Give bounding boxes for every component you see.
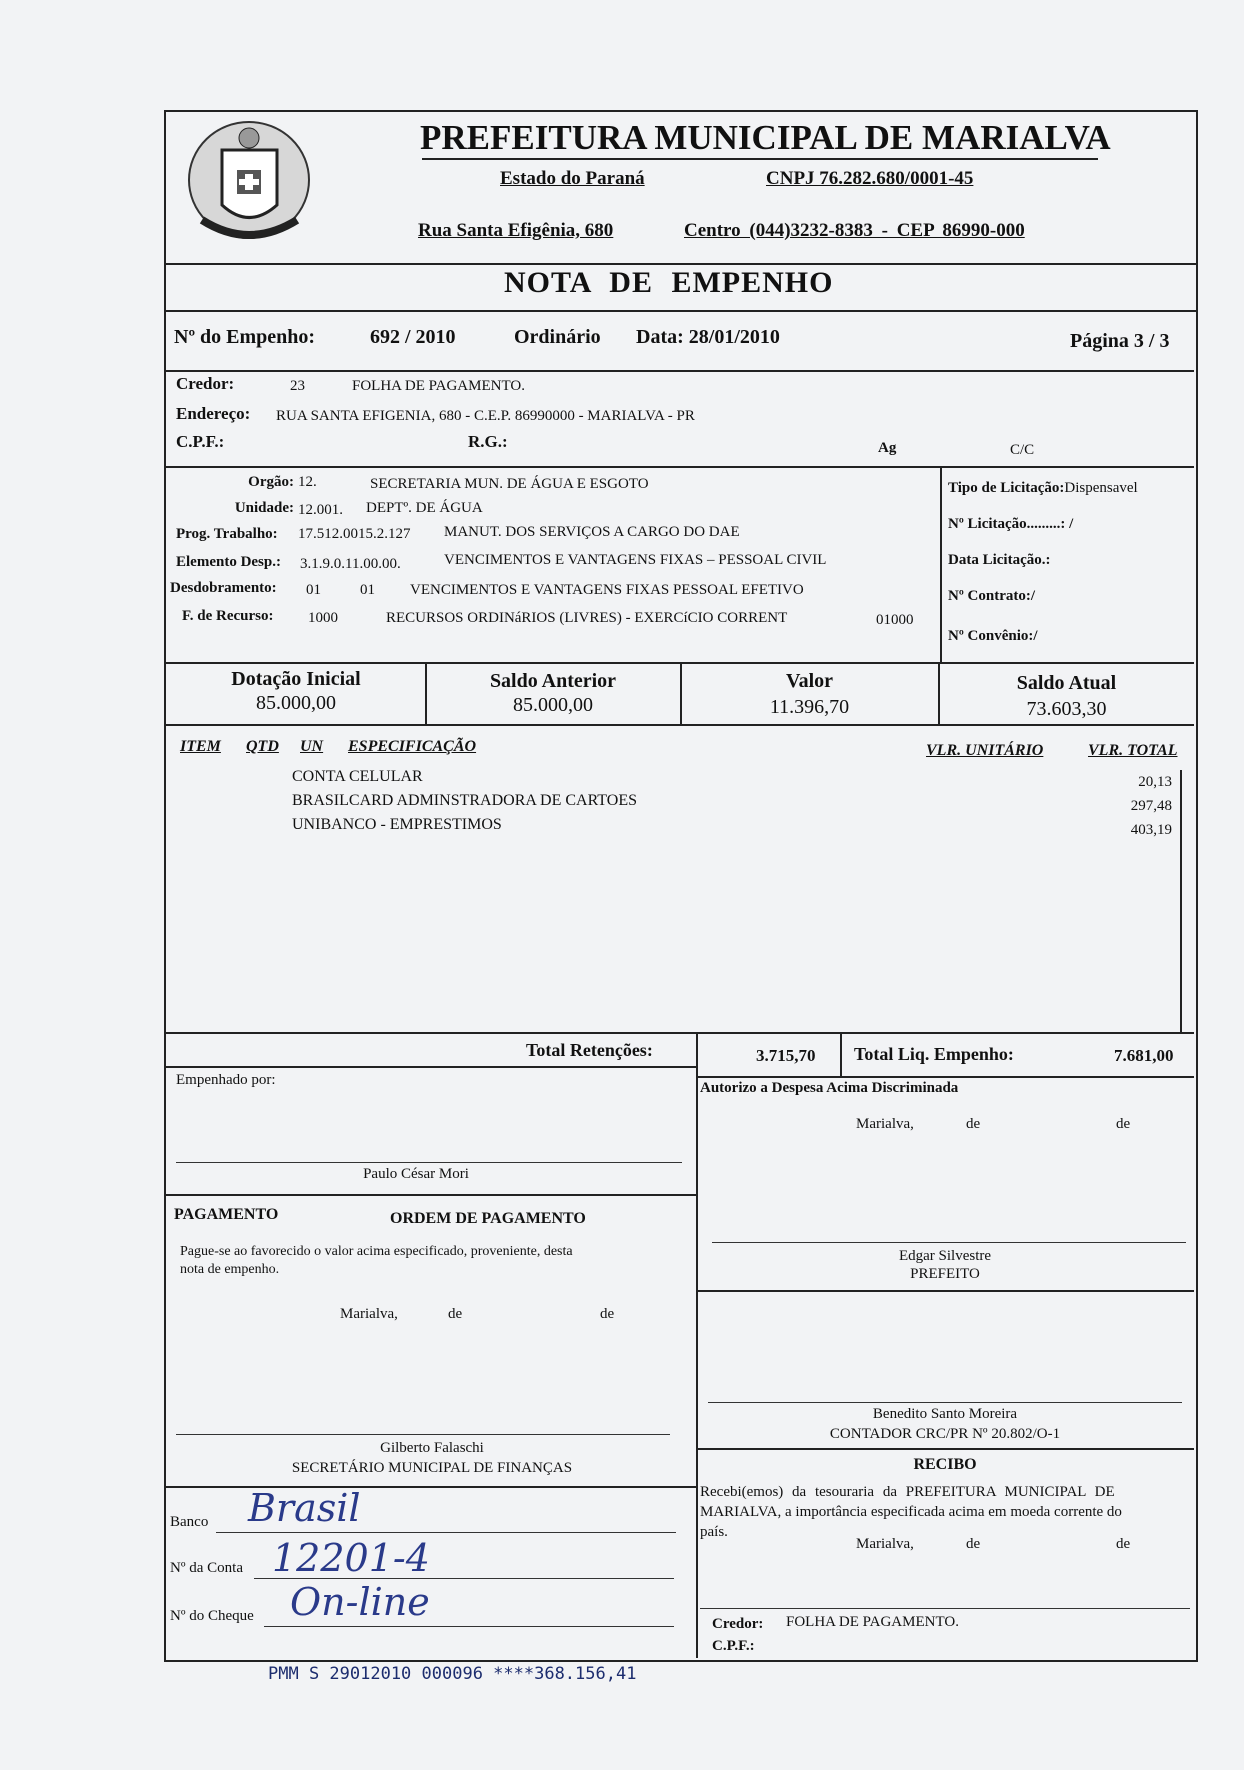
saldo-atual-label: Saldo Atual <box>1016 672 1117 694</box>
saldo-anterior-label: Saldo Anterior <box>489 670 617 692</box>
page-number: Página 3 / 3 <box>1070 330 1170 352</box>
valor-value: 11.396,70 <box>769 696 850 718</box>
recibo-marialva: Marialva, <box>856 1536 914 1552</box>
cnpj: CNPJ 76.282.680/0001-45 <box>766 168 974 189</box>
cheque-handwritten: On-line <box>290 1580 430 1624</box>
unidade-label: Unidade: <box>234 500 294 516</box>
state: Estado do Paraná <box>500 168 645 189</box>
recurso-sub: 01000 <box>876 612 914 628</box>
total-liq-label: Total Liq. Empenho: <box>854 1044 1014 1064</box>
col-item: ITEM <box>180 738 221 755</box>
desdob-label: Desdobramento: <box>170 580 277 596</box>
autorizo-marialva: Marialva, <box>856 1116 914 1132</box>
empenhado-name: Paulo César Mori <box>363 1166 469 1182</box>
recurso-label: F. de Recurso: <box>182 608 274 624</box>
contador-name: Benedito Santo Moreira <box>872 1406 1018 1422</box>
orgao-code: 12. <box>298 474 317 490</box>
ag-label: Ag <box>878 440 897 456</box>
autorizo-de-2: de <box>1116 1116 1131 1132</box>
banco-handwritten: Brasil <box>248 1486 361 1530</box>
footer-stamp: PMM S 29012010 000096 ****368.156,41 <box>268 1664 637 1684</box>
table-row-total: 403,19 <box>1130 822 1172 838</box>
prefeito-name: Edgar Silvestre <box>898 1248 992 1264</box>
unidade-name: DEPTº. DE ÁGUA <box>366 500 483 516</box>
orgao-label: Orgão: <box>248 474 294 490</box>
col-qtd: QTD <box>246 738 279 755</box>
total-retencoes-value: 3.715,70 <box>756 1046 816 1065</box>
dotacao-value: 85.000,00 <box>256 692 336 714</box>
prog-name: MANUT. DOS SERVIÇOS A CARGO DO DAE <box>444 524 740 540</box>
recibo-text-1: Recebi(emos) da tesouraria da PREFEITURA MUNICIPAL DE <box>700 1484 1115 1500</box>
saldo-anterior-value: 85.000,00 <box>513 694 593 716</box>
banco-label: Banco <box>170 1514 209 1530</box>
contador-title: CONTADOR CRC/PR Nº 20.802/O-1 <box>829 1426 1061 1442</box>
autorizo-label: Autorizo a Despesa Acima Discriminada <box>700 1080 959 1096</box>
autorizo-de-1: de <box>966 1116 981 1132</box>
recibo-text-3: país. <box>700 1524 728 1540</box>
address-rest: Centro (044)3232-8383 - CEP 86990-000 <box>684 220 1025 241</box>
recibo-cpf-label: C.P.F.: <box>712 1638 755 1654</box>
credor-code: 23 <box>290 378 305 394</box>
licitacao-num-label: Nº Licitação.........: / <box>948 516 1074 532</box>
desdob-code1: 01 <box>306 582 321 598</box>
recibo-de-2: de <box>1116 1536 1131 1552</box>
orgao-name: SECRETARIA MUN. DE ÁGUA E ESGOTO <box>370 476 649 492</box>
pagamento-marialva: Marialva, <box>340 1306 398 1322</box>
table-row-total: 20,13 <box>1138 774 1172 790</box>
elemento-code: 3.1.9.0.11.00.00. <box>300 556 401 572</box>
cheque-label: Nº do Cheque <box>170 1608 254 1624</box>
empenho-date: Data: 28/01/2010 <box>636 326 780 348</box>
pagamento-label: PAGAMENTO <box>174 1206 279 1223</box>
desdob-name: VENCIMENTOS E VANTAGENS FIXAS PESSOAL EFETIVO <box>410 582 804 598</box>
table-row: BRASILCARD ADMINSTRADORA DE CARTOES <box>292 792 638 809</box>
convenio-label: Nº Convênio:/ <box>948 628 1038 644</box>
desdob-code2: 01 <box>360 582 375 598</box>
contrato-label: Nº Contrato:/ <box>948 588 1036 604</box>
secretario-title: SECRETÁRIO MUNICIPAL DE FINANÇAS <box>291 1460 573 1476</box>
conta-label: Nº da Conta <box>170 1560 243 1576</box>
recibo-de-1: de <box>966 1536 981 1552</box>
licitacao-tipo-label: Tipo de Licitação:Dispensavel <box>948 480 1138 496</box>
endereco: RUA SANTA EFIGENIA, 680 - C.E.P. 86990000 - MARIALVA - PR <box>276 408 695 424</box>
prefeito-title: PREFEITO <box>910 1266 980 1282</box>
elemento-name: VENCIMENTOS E VANTAGENS FIXAS – PESSOAL CIVIL <box>444 552 827 568</box>
valor-label: Valor <box>785 670 834 692</box>
col-vlr-unit: VLR. UNITÁRIO <box>926 742 1044 759</box>
col-espec: ESPECIFICAÇÃO <box>348 738 477 755</box>
empenho-type: Ordinário <box>514 326 601 348</box>
recurso-code: 1000 <box>308 610 338 626</box>
cpf-label: C.P.F.: <box>176 432 225 451</box>
recibo-credor-value: FOLHA DE PAGAMENTO. <box>786 1614 959 1630</box>
col-un: UN <box>300 738 324 755</box>
ordem-pagamento-label: ORDEM DE PAGAMENTO <box>390 1210 586 1227</box>
prog-code: 17.512.0015.2.127 <box>298 526 411 542</box>
street: Rua Santa Efigênia, 680 <box>418 220 614 241</box>
org-title: PREFEITURA MUNICIPAL DE MARIALVA <box>420 118 1111 157</box>
table-row: UNIBANCO - EMPRESTIMOS <box>292 816 502 833</box>
endereco-label: Endereço: <box>176 404 251 423</box>
empenho-number-label: Nº do Empenho: <box>174 326 316 348</box>
cc-label: C/C <box>1010 442 1035 458</box>
table-row-total: 297,48 <box>1130 798 1172 814</box>
doc-title: NOTA DE EMPENHO <box>504 266 834 299</box>
recibo-credor-label: Credor: <box>712 1616 764 1632</box>
dotacao-label: Dotação Inicial <box>231 668 361 690</box>
recurso-name: RECURSOS ORDINáRIOS (LIVRES) - EXERCíCIO CORRENT <box>386 610 788 626</box>
pagamento-text-2: nota de empenho. <box>180 1262 280 1277</box>
recibo-label: RECIBO <box>913 1456 977 1473</box>
secretario-name: Gilberto Falaschi <box>380 1440 484 1456</box>
pagamento-text-1: Pague-se ao favorecido o valor acima especificado, proveniente, desta <box>180 1244 573 1259</box>
col-vlr-total: VLR. TOTAL <box>1088 742 1178 759</box>
total-retencoes-label: Total Retenções: <box>526 1040 653 1060</box>
empenho-number: 692 / 2010 <box>370 326 456 348</box>
pagamento-de-1: de <box>448 1306 463 1322</box>
recibo-text-2: MARIALVA, a importância especificada acima em moeda corrente do <box>700 1504 1122 1520</box>
coat-of-arms-icon <box>182 110 317 258</box>
total-liq-value: 7.681,00 <box>1114 1046 1174 1065</box>
prog-label: Prog. Trabalho: <box>176 526 278 542</box>
unidade-code: 12.001. <box>298 502 343 518</box>
rg-label: R.G.: <box>468 432 508 451</box>
empenhado-label: Empenhado por: <box>176 1072 276 1088</box>
credor-label: Credor: <box>176 374 235 393</box>
licitacao-data-label: Data Licitação.: <box>948 552 1051 568</box>
licitacao-tipo-value: Dispensavel <box>1064 480 1138 496</box>
pagamento-de-2: de <box>600 1306 615 1322</box>
elemento-label: Elemento Desp.: <box>176 554 281 570</box>
saldo-atual-value: 73.603,30 <box>1026 698 1107 720</box>
conta-handwritten: 12201-4 <box>272 1536 430 1580</box>
credor-name: FOLHA DE PAGAMENTO. <box>352 378 525 394</box>
table-row: CONTA CELULAR <box>292 768 423 785</box>
